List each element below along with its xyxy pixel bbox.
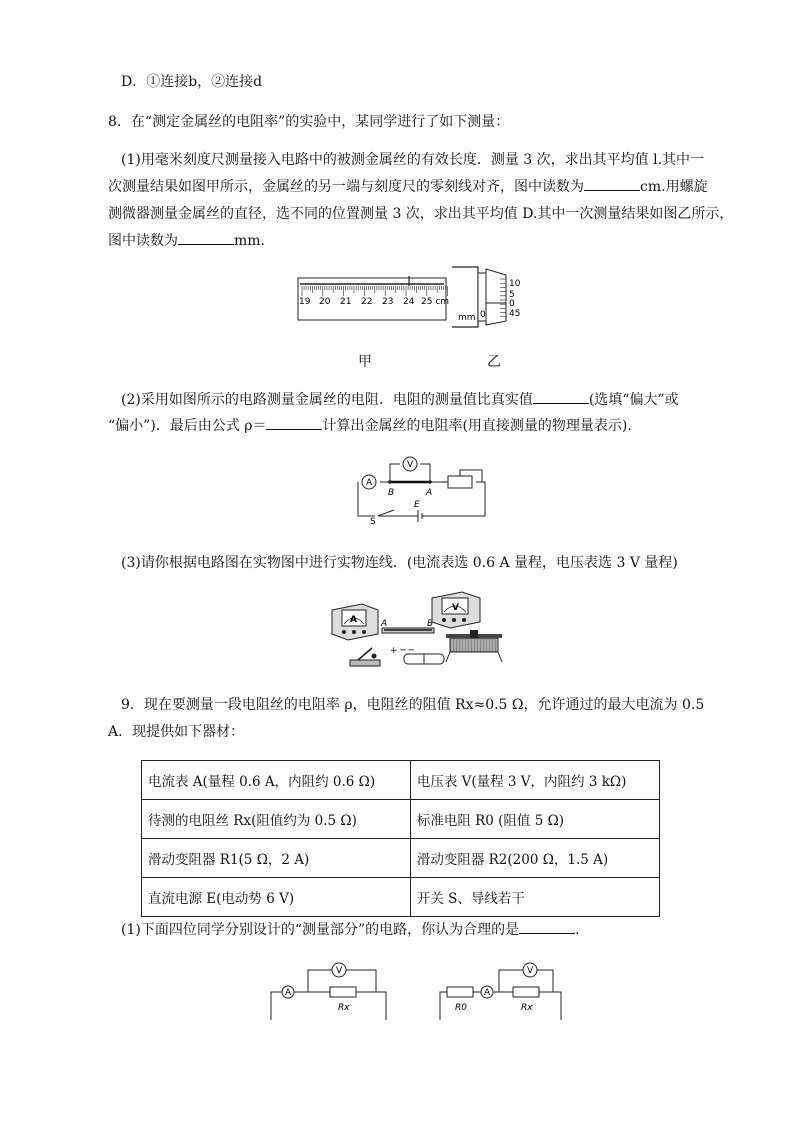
answer-blank[interactable] [519, 920, 575, 934]
answer-blank[interactable] [266, 416, 322, 430]
micrometer-label: 5 [509, 290, 515, 300]
q8-p2-line1 [121, 390, 679, 410]
voltmeter-device-label: V [452, 603, 459, 613]
answer-blank[interactable] [584, 177, 640, 191]
q8-p1-line2-tail: cm.用螺旋 [640, 179, 708, 195]
micrometer-zero: 0 [480, 310, 486, 320]
switch-label: S [370, 517, 376, 526]
ruler-tick-label: 24 [403, 297, 415, 307]
rx-label: Rx [521, 1003, 533, 1013]
ruler-tick-label: 22 [361, 297, 373, 307]
micrometer-label: 0 [509, 299, 515, 309]
table-cell: 电压表 V(量程 3 V，内阻约 3 kΩ) [410, 761, 659, 800]
circuit-option-2 [437, 958, 565, 1020]
ammeter-device [332, 604, 378, 640]
micrometer-label: 10 [509, 279, 521, 289]
table-row [142, 839, 660, 878]
board-b-label: B [427, 619, 434, 629]
voltmeter-device [432, 592, 480, 628]
voltmeter-label: V [527, 966, 534, 976]
q8-p1-line2-text: 次测量结果如图甲所示，金属丝的另一端与刻度尺的零刻线对齐，图中读数为 [108, 179, 584, 195]
q9-p1 [121, 920, 580, 940]
ammeter-device-label: A [350, 615, 357, 625]
table-cell: 滑动变阻器 R1(5 Ω，2 A) [142, 839, 411, 878]
resistor-rx [330, 987, 356, 997]
ruler-figure [297, 270, 449, 322]
q8-p2-line1-text: (2)采用如图所示的电路测量金属丝的电阻．电阻的测量值比真实值 [121, 392, 533, 408]
q8-p1-line2 [108, 177, 708, 197]
ammeter-label: A [285, 988, 292, 998]
apparatus-figure [328, 590, 504, 672]
table-cell: 待测的电阻丝 Rx(阻值约为 0.5 Ω) [142, 800, 411, 839]
ruler-tick-label: 19 [299, 297, 311, 307]
q9-stem-line2: A．现提供如下器材： [108, 724, 245, 740]
micrometer-unit: mm [458, 313, 476, 323]
q8-p2-line2 [108, 416, 632, 436]
battery-label: + ─ ─ [390, 646, 415, 656]
table-cell: 标准电阻 R0 (阻值 5 Ω) [410, 800, 659, 839]
table-cell: 直流电源 E(电动势 6 V) [142, 878, 411, 917]
table-row [142, 800, 660, 839]
q8-p2-line1-tail: (选填“偏大”或 [588, 392, 679, 408]
rheostat [448, 476, 472, 488]
q8-p2-line2-text: “偏小”)．最后由公式 ρ＝ [108, 418, 267, 434]
resistance-wire-board [380, 619, 434, 633]
circuit-diagram [348, 450, 494, 526]
table-row [142, 878, 660, 917]
ammeter-label: A [484, 988, 491, 998]
q8-p1-line4 [108, 231, 265, 251]
table-row [142, 761, 660, 800]
q8-p1-line3: 测微器测量金属丝的直径，选不同的位置测量 3 次，求出其平均值 D.其中一次测量结果如图乙所示， [108, 206, 734, 222]
answer-blank[interactable] [533, 390, 589, 404]
wire [390, 464, 400, 482]
answer-blank[interactable] [178, 231, 234, 245]
rheostat-device [446, 630, 502, 662]
table-cell: 电流表 A(量程 0.6 A，内阻约 0.6 Ω) [142, 761, 411, 800]
resistor-r0 [447, 987, 473, 997]
switch-device [350, 648, 380, 666]
ruler-tick-label: 23 [382, 297, 394, 307]
voltmeter-label: V [336, 966, 343, 976]
equipment-table [141, 760, 660, 917]
ruler-tick-label: 20 [319, 297, 331, 307]
board-a-label: A [381, 619, 388, 629]
ruler-tick-label: 25 cm [421, 297, 449, 307]
q9-p1-text: (1)下面四位同学分别设计的“测量部分”的电路，你认为合理的是 [121, 922, 520, 938]
emf-label: E [414, 500, 420, 510]
fig-jia-caption: 甲 [358, 354, 372, 370]
battery-device [390, 646, 444, 664]
micrometer-label: 45 [509, 309, 521, 319]
switch-arm [378, 510, 394, 516]
micrometer-figure [450, 265, 542, 329]
ammeter-label: A [366, 478, 373, 488]
r0-label: R0 [455, 1003, 467, 1013]
table-cell: 滑动变阻器 R2(200 Ω，1.5 A) [410, 839, 659, 878]
q8-p1-line1: (1)用毫米刻度尺测量接入电路中的被测金属丝的有效长度．测量 3 次，求出其平均值 l.其中一 [121, 152, 705, 168]
q9-p1-tail: . [575, 922, 580, 938]
wire [428, 482, 485, 516]
table-cell: 开关 S、导线若干 [410, 878, 659, 917]
point-a-label: A [426, 488, 433, 498]
rx-label: Rx [338, 1003, 350, 1013]
ruler-tick-label: 21 [340, 297, 352, 307]
fig-yi-caption: 乙 [487, 354, 501, 370]
q9-stem-line1: 9．现在要测量一段电阻丝的电阻率 ρ，电阻丝的阻值 Rx≈0.5 Ω，允许通过的最大电流为 0.5 [121, 697, 705, 713]
circuit-option-1 [268, 958, 390, 1020]
q8-p2-line2-tail: 计算出金属丝的电阻率(用直接测量的物理量表示). [322, 418, 632, 434]
point-b-label: B [388, 488, 395, 498]
q8-p3: (3)请你根据电路图在实物图中进行实物连线．(电流表选 0.6 A 量程，电压表选 3 V 量程) [121, 555, 678, 571]
q8-p1-line4-tail: mm. [234, 233, 266, 249]
q8-stem: 8．在“测定金属丝的电阻率”的实验中，某同学进行了如下测量： [108, 114, 510, 130]
voltmeter-label: V [407, 460, 414, 470]
option-d: D．①连接b，②连接d [121, 74, 263, 90]
wire [420, 464, 430, 482]
resistor-rx [513, 987, 539, 997]
wire [271, 992, 282, 1020]
q8-p1-line4-text: 图中读数为 [108, 233, 178, 249]
